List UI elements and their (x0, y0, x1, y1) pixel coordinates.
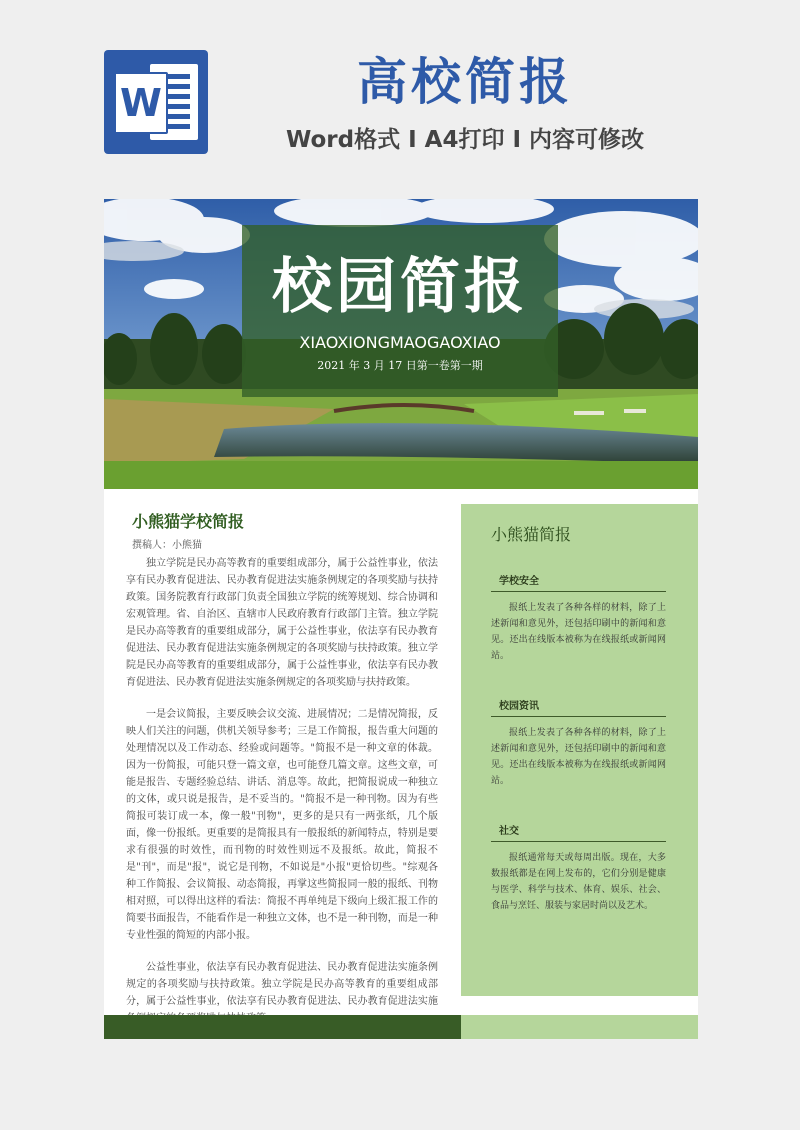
page-subtitle: Word格式 I A4打印 I 内容可修改 (285, 127, 645, 153)
section-divider (491, 591, 666, 592)
section-divider (491, 841, 666, 842)
article-paragraph: 公益性事业，依法享有民办教育促进法、民办教育促进法实施条例规定的各项奖励与扶持政策。独立学院是民办高等教育的重要组成部分，属于公益性事业，依法享有民办教育促进法、民办教育促进法实施 (126, 962, 438, 1007)
issue-date: 2021 年 3 月 17 日第一卷第一期 (317, 359, 483, 372)
sidebar-section-body: 报纸通常每天或每周出版。现在，大多数报纸都是在网上发布的，它们分别是健康与医学、科学与技术、体育、娱乐、社会、食品与烹饪、服装与家居时尚以及艺术。 (491, 853, 666, 911)
main-article (126, 509, 438, 1027)
word-logo-icon (104, 50, 208, 154)
newsletter-page (104, 199, 698, 1039)
article-paragraph: 独立学院是民办高等教育的重要组成部分，属于公益性事业，依法享有民办教育促进法、民办教育促进法实施条例规定的各项奖励与扶持政策。国务院教育行政部门负责全国独立学院的统筹规划、综合协调和宏观管理。省、自治区、直辖市人民政府教育行政部门主管。独立学院是民办高等教育的重要组成部分，属于公益性事业，依法享有民办教育促进法、民办教育促进法实施条例规定的各项奖励与扶持政策。独立学院是民办高等教育的重要组成部分，属于公益性事业，依法享有民办教育促进法、民办教育促进法实施条例规定的各项奖励与扶持政策。 (126, 558, 438, 688)
sidebar-section-heading: 社交 (499, 826, 519, 837)
hero-pinyin: XIAOXIONGMAOGAOXIAO (299, 333, 501, 352)
footer-bar-dark (104, 1015, 461, 1039)
sidebar-section-heading: 学校安全 (499, 576, 539, 587)
hero-title: 校园简报 (272, 252, 528, 322)
sidebar-title: 小熊猫简报 (491, 525, 572, 544)
sidebar-section-safety (491, 572, 666, 664)
sidebar-section-social (491, 822, 666, 914)
sidebar-section-news (491, 697, 666, 789)
sidebar-section-body: 报纸上发表了各种各样的材料，除了上述新闻和意见外，还包括印刷中的新闻和意见。还出在线版本被称为在线报纸或新闻网站。 (491, 603, 666, 661)
article-paragraph: 一是会议简报，主要反映会议交流、进展情况；二是情况简报，反映人们关注的问题，供机关领导参考；三是工作简报，报告重大问题的处理情况以及工作动态、经验或问题等。"简报不是一种文章的体裁。因为一份简报，可能只登一篇文章，也可能登几篇文章。这些文章，可能是报告、专题经验总结、讲话、消息等。故此，把简报说成一种独立的文体，或只说是报告，是不妥当的。"简报不是一种刊物。因为有些简报可装订成一本，像一般"刊物"，更多的是只有一两张纸，几个版面，像一份报纸。更重要的是简报具有一般报纸的新闻特点，特别是要求有很强的时效性，而刊物的时效性则远不及报纸。故此，简报不是"刊"，而是"报"，说它是刊物，不如说是"小报"更恰切些。"综观各种工作简报、会议简报、动态简报，再掌这些简报同一般的报纸、刊物相对照，可以得出这样的看法：简报不再单纯是下级向上级汇报工作的简要书面报告，不能看作是一种独立文体，也不是一种刊物，而是一种专业性强的简短的内部小报。 (126, 709, 438, 941)
page-title: 高校简报 (357, 53, 573, 111)
sidebar-section-body: 报纸上发表了各种各样的材料，除了上述新闻和意见外，还包括印刷中的新闻和意见。还出在线版本被称为在线报纸或新闻网站。 (491, 728, 666, 786)
sidebar-panel (461, 504, 698, 996)
hero-title-box (242, 225, 558, 397)
article-title: 小熊猫学校简报 (132, 512, 245, 531)
word-logo-letter: W (114, 72, 168, 134)
section-divider (491, 716, 666, 717)
article-author: 撰稿人：小熊猫 (132, 540, 202, 551)
hero-banner (104, 199, 698, 489)
footer-bar-light (461, 1015, 698, 1039)
sidebar-section-heading: 校园资讯 (499, 701, 539, 712)
